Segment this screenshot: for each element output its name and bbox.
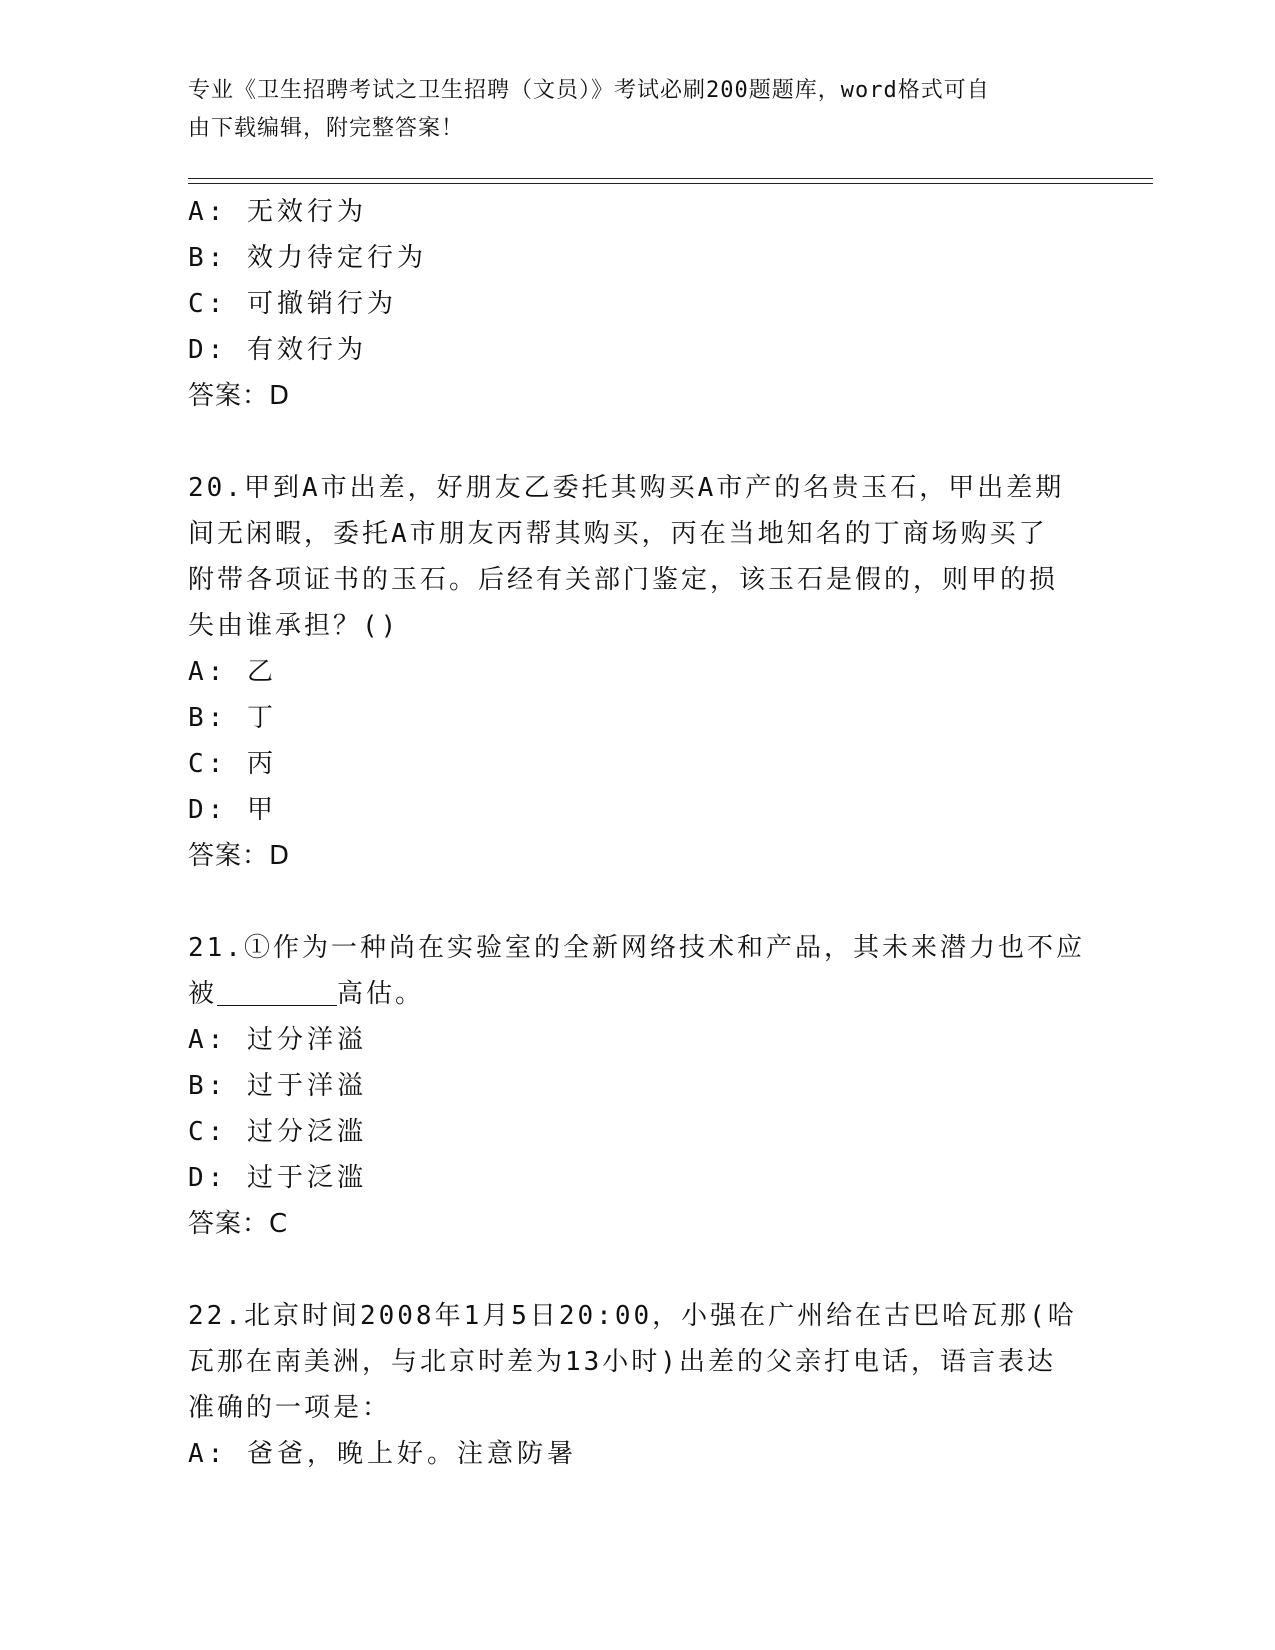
question-20 — [188, 465, 1088, 879]
header-rule-top — [188, 178, 1153, 179]
question-text-line: 瓦那在南美洲，与北京时差为13小时)出差的父亲打电话，语言表达 — [188, 1347, 1056, 1377]
option-d: D: 有效行为 — [188, 335, 367, 365]
option-d: D: 甲 — [188, 795, 277, 825]
question-text-line: 21.①作为一种尚在实验室的全新网络技术和产品，其未来潜力也不应 — [188, 933, 1085, 963]
header-line-1: 专业《卫生招聘考试之卫生招聘（文员）》考试必刷200题题库，word格式可自 — [188, 78, 990, 103]
option-a: A: 乙 — [188, 657, 277, 687]
document-header — [188, 72, 1088, 148]
question-19 — [188, 189, 1088, 419]
option-b: B: 过于洋溢 — [188, 1071, 367, 1101]
option-a: A: 爸爸，晚上好。注意防暑 — [188, 1439, 577, 1469]
question-text-line — [188, 971, 1088, 1017]
answer: 答案：D — [188, 381, 291, 411]
header-rule-bottom — [188, 183, 1153, 184]
question-22 — [188, 1293, 1088, 1477]
question-text-line: 准确的一项是： — [188, 1393, 392, 1423]
option-a: A: 无效行为 — [188, 197, 367, 227]
option-a: A: 过分洋溢 — [188, 1025, 367, 1055]
option-b: B: 丁 — [188, 703, 277, 733]
question-text-line: 间无闲暇，委托A市朋友丙帮其购买，丙在当地知名的丁商场购买了 — [188, 519, 1048, 549]
answer: 答案：D — [188, 841, 291, 871]
question-text-line: 20.甲到A市出差，好朋友乙委托其购买A市产的名贵玉石，甲出差期 — [188, 473, 1065, 503]
option-c: C: 丙 — [188, 749, 277, 779]
answer: 答案：C — [188, 1209, 289, 1239]
option-b: B: 效力待定行为 — [188, 243, 427, 273]
option-c: C: 可撤销行为 — [188, 289, 397, 319]
question-text-before-blank: 被 — [188, 979, 218, 1009]
option-c: C: 过分泛滥 — [188, 1117, 367, 1147]
question-text-line: 22.北京时间2008年1月5日20:00，小强在广州给在古巴哈瓦那(哈 — [188, 1301, 1077, 1331]
question-21 — [188, 925, 1088, 1247]
question-list — [188, 189, 1088, 1477]
option-d: D: 过于泛滥 — [188, 1163, 367, 1193]
question-text-line: 失由谁承担？() — [188, 611, 400, 641]
fill-in-blank — [217, 975, 337, 1006]
question-text-line: 附带各项证书的玉石。后经有关部门鉴定，该玉石是假的，则甲的损 — [188, 565, 1059, 595]
question-text-after-blank: 高估。 — [337, 979, 425, 1009]
header-line-2: 由下载编辑，附完整答案！ — [188, 116, 465, 141]
